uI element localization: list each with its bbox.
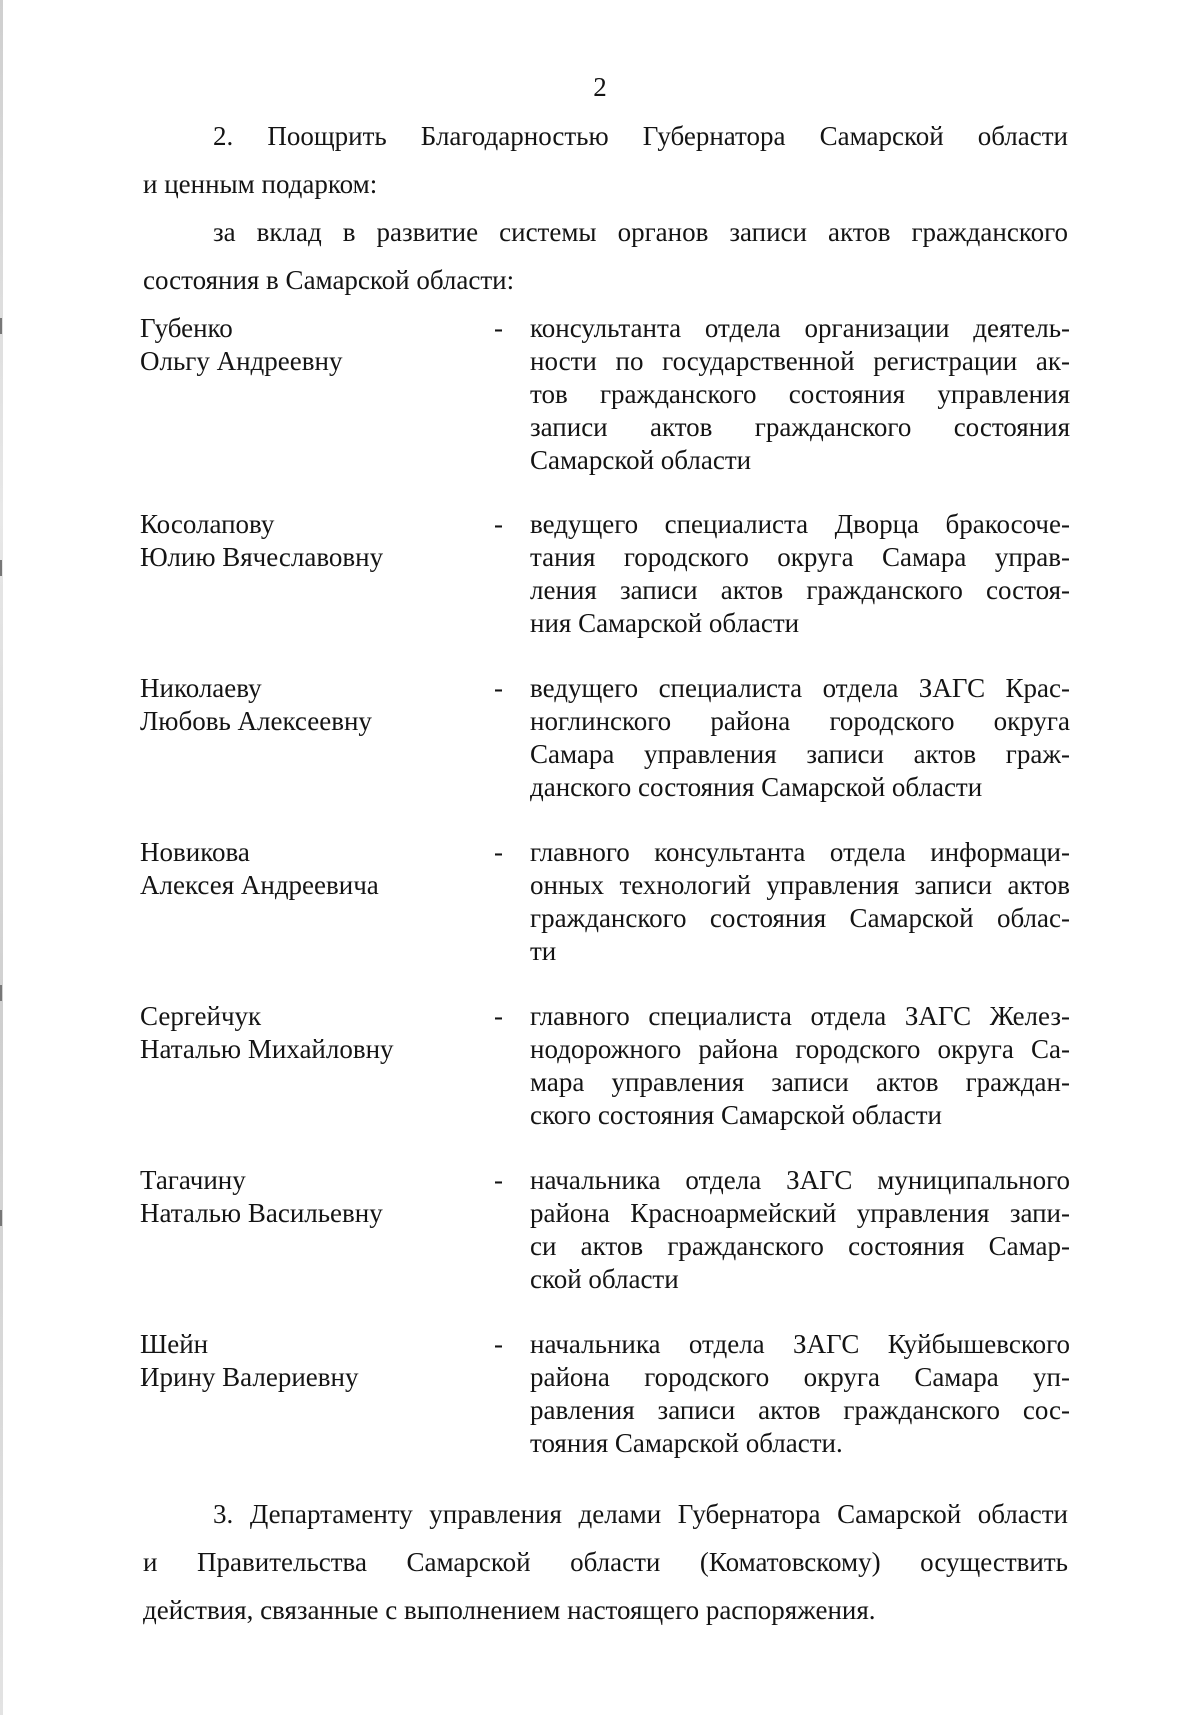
awardee-surname: Новикова: [140, 837, 250, 867]
section-2-line-1: 2. Поощрить Благодарностью Губернатора Самарской области: [213, 121, 1068, 151]
merit-line-1: за вклад в развитие системы органов записи актов гражданского: [213, 217, 1068, 247]
position-line: ского состояния Самарской области: [530, 1100, 943, 1130]
position-line: Самара управления записи актов граж-: [530, 739, 1070, 769]
position-line: главного консультанта отдела информаци-: [530, 837, 1070, 867]
position-line: тания городского округа Самара управ-: [530, 542, 1070, 572]
awardee-given-names: Наталью Васильевну: [140, 1198, 383, 1228]
merit-line-2: состояния в Самарской области:: [143, 265, 515, 295]
position-line: ности по государственной регистрации ак-: [530, 346, 1070, 376]
awardee-surname: Николаеву: [140, 673, 262, 703]
awardee-position: [530, 1000, 1070, 1132]
position-line: ской области: [530, 1264, 679, 1294]
position-line: нодорожного района городского округа Са-: [530, 1034, 1070, 1064]
awardee-surname: Косолапову: [140, 509, 275, 539]
position-line: консультанта отдела организации деятель-: [530, 313, 1070, 343]
awardee-given-names: Наталью Михайловну: [140, 1034, 394, 1064]
awardee-given-names: Алексея Андреевича: [140, 870, 379, 900]
awardee-given-names: Любовь Алексеевну: [140, 706, 372, 736]
merit-paragraph: [143, 208, 1068, 304]
scan-mark: [0, 1210, 2, 1226]
awardee-name: [140, 1164, 480, 1230]
position-line: начальника отдела ЗАГС Куйбышевского: [530, 1329, 1070, 1359]
position-line: данского состояния Самарской области: [530, 772, 983, 802]
awardee-surname: Тагачину: [140, 1165, 246, 1195]
position-line: мара управления записи актов граждан-: [530, 1067, 1070, 1097]
position-line: начальника отдела ЗАГС муниципального: [530, 1165, 1070, 1195]
position-line: тов гражданского состояния управления: [530, 379, 1070, 409]
section-3-paragraph: [143, 1490, 1068, 1634]
position-line: тояния Самарской области.: [530, 1428, 843, 1458]
awardee-position: [530, 1328, 1070, 1460]
scan-mark: [0, 560, 2, 576]
awardee-surname: Шейн: [140, 1329, 209, 1359]
awardee-position: [530, 312, 1070, 477]
position-line: равления записи актов гражданского сос-: [530, 1395, 1070, 1425]
position-line: района Красноармейский управления запи-: [530, 1198, 1070, 1228]
awardee-name: [140, 836, 480, 902]
section-2-line-2: и ценным подарком:: [143, 169, 378, 199]
awardee-given-names: Ольгу Андреевну: [140, 346, 343, 376]
position-line: онных технологий управления записи актов: [530, 870, 1070, 900]
position-line: си актов гражданского состояния Самар-: [530, 1231, 1070, 1261]
position-line: гражданского состояния Самарской облас-: [530, 903, 1070, 933]
position-line: главного специалиста отдела ЗАГС Желез-: [530, 1001, 1070, 1031]
awardee-name: [140, 1328, 480, 1394]
scan-edge: [0, 0, 3, 1715]
awardee-surname: Сергейчук: [140, 1001, 262, 1031]
awardee-position: [530, 508, 1070, 640]
position-line: Самарской области: [530, 445, 752, 475]
awardee-surname: Губенко: [140, 313, 233, 343]
awardee-dash: -: [494, 1001, 503, 1031]
position-line: ти: [530, 936, 557, 966]
section-2-paragraph: [143, 112, 1068, 208]
section-3-line-1: 3. Департаменту управления делами Губернатора Самарской области: [213, 1499, 1068, 1529]
awardee-position: [530, 672, 1070, 804]
section-3-line-3: действия, связанные с выполнением настоящего распоряжения.: [143, 1595, 876, 1625]
page-number: 2: [593, 72, 607, 102]
awardee-dash: -: [494, 673, 503, 703]
position-line: ведущего специалиста Дворца бракосоче-: [530, 509, 1070, 539]
awardee-position: [530, 1164, 1070, 1296]
awardee-given-names: Юлию Вячеславовну: [140, 542, 384, 572]
position-line: ления записи актов гражданского состоя-: [530, 575, 1070, 605]
position-line: ведущего специалиста отдела ЗАГС Крас-: [530, 673, 1070, 703]
awardee-dash: -: [494, 1165, 503, 1195]
awardee-name: [140, 672, 480, 738]
awardee-dash: -: [494, 313, 503, 343]
awardee-name: [140, 508, 480, 574]
position-line: записи актов гражданского состояния: [530, 412, 1070, 442]
awardee-position: [530, 836, 1070, 968]
position-line: района городского округа Самара уп-: [530, 1362, 1070, 1392]
section-3-line-2: и Правительства Самарской области (Коматовскому) осуществить: [143, 1547, 1068, 1577]
awardee-name: [140, 1000, 480, 1066]
awardee-dash: -: [494, 837, 503, 867]
position-line: ноглинского района городского округа: [530, 706, 1070, 736]
awardee-dash: -: [494, 509, 503, 539]
awardee-name: [140, 312, 480, 378]
awardee-given-names: Ирину Валериевну: [140, 1362, 359, 1392]
scan-mark: [0, 985, 2, 1001]
awardee-dash: -: [494, 1329, 503, 1359]
position-line: ния Самарской области: [530, 608, 800, 638]
scan-mark: [0, 318, 2, 334]
